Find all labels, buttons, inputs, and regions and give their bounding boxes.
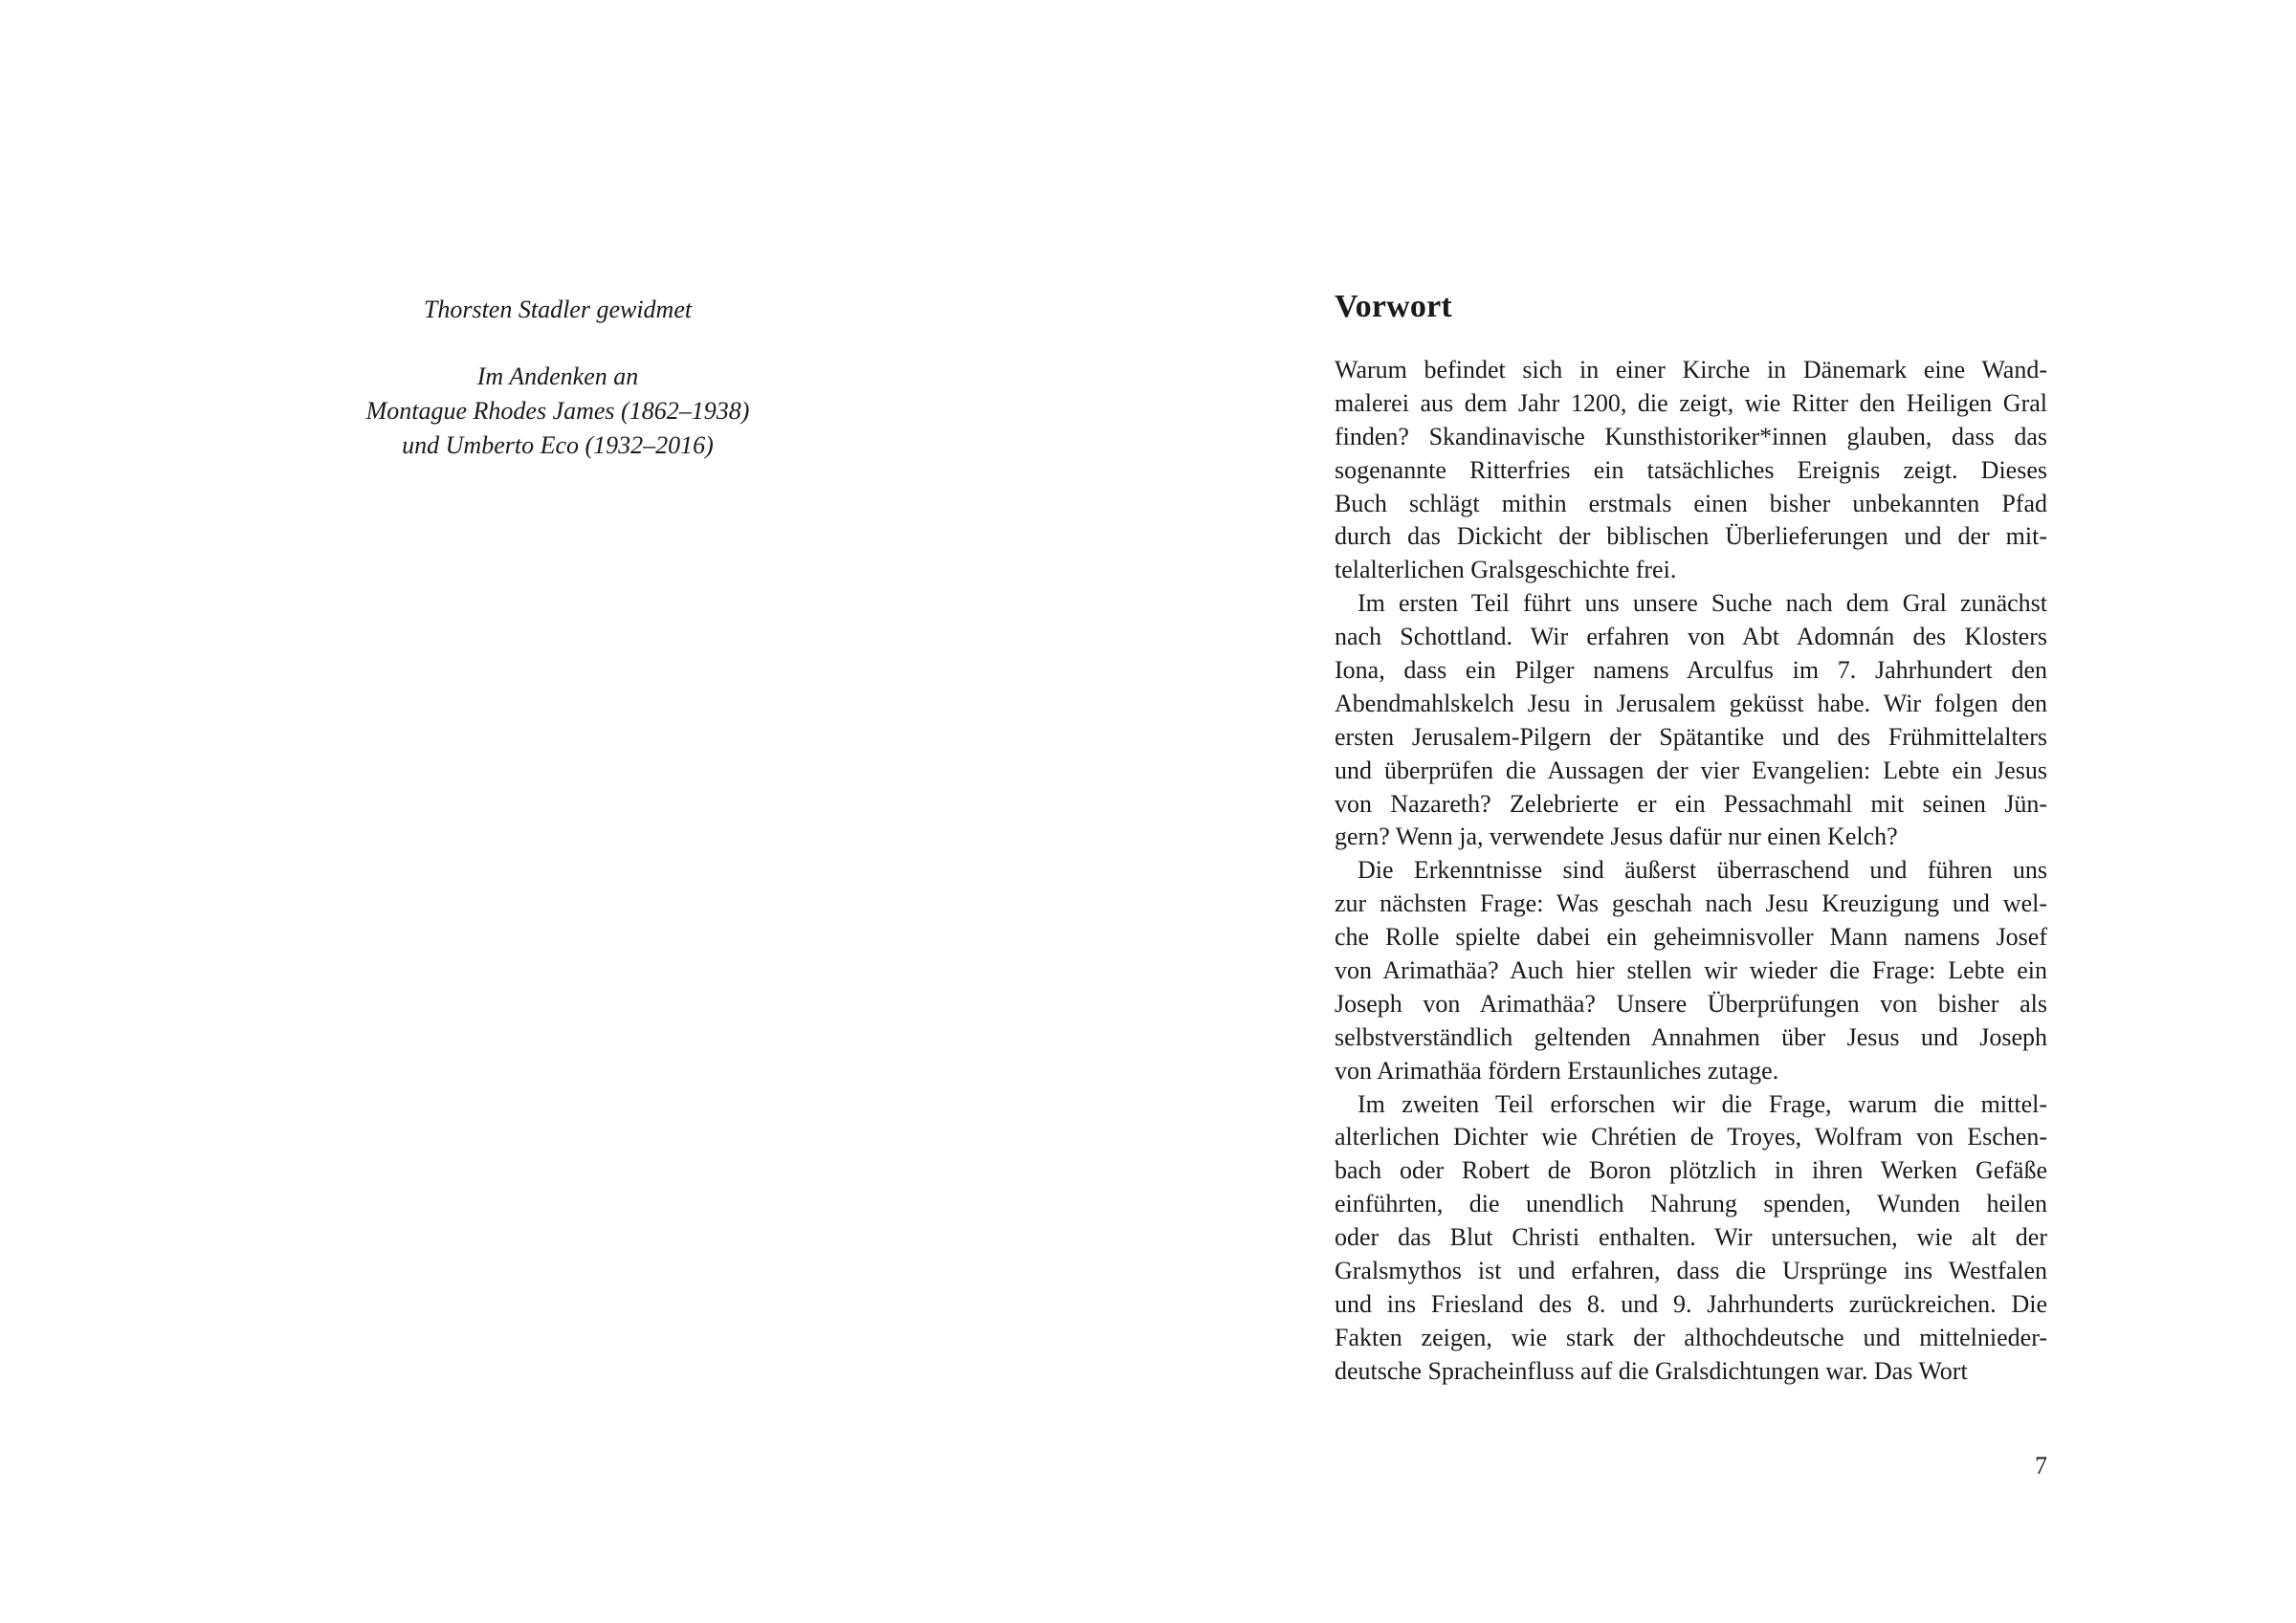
text-line: oder das Blut Christi enthalten. Wir untersuchen, wie alt der	[1335, 1223, 2047, 1252]
text-line: und ins Friesland des 8. und 9. Jahrhunderts zurückreichen. Die	[1335, 1289, 2047, 1318]
text-line: ersten Jerusalem-Pilgern der Spätantike und des Frühmittelalters	[1335, 722, 2047, 751]
text-line: zur nächsten Frage: Was geschah nach Jesu Kreuzigung und wel-	[1335, 889, 2047, 918]
paragraph	[1335, 354, 2047, 587]
text-line: Gralsmythos ist und erfahren, dass die Ursprünge ins Westfalen	[1335, 1257, 2047, 1285]
text-line: von Arimathäa? Auch hier stellen wir wieder die Frage: Lebte ein	[1335, 956, 2047, 985]
paragraph	[1335, 587, 2047, 854]
text-line: Fakten zeigen, wie stark der althochdeutsche und mittelnieder-	[1335, 1323, 2047, 1351]
page-number: 7	[2035, 1452, 2047, 1480]
text-line: nach Schottland. Wir erfahren von Abt Adomnán des Klosters	[1335, 623, 2047, 651]
text-line: gern? Wenn ja, verwendete Jesus dafür nur einen Kelch?	[1335, 822, 1898, 851]
dedication-line: Thorsten Stadler gewidmet	[423, 296, 693, 323]
memorial-line-1: Im Andenken an	[476, 362, 639, 390]
text-line: Joseph von Arimathäa? Unsere Überprüfungen von bisher als	[1335, 989, 2047, 1018]
dedication	[223, 293, 893, 463]
preface-paragraphs	[1335, 354, 2047, 1389]
text-line: selbstverständlich geltenden Annahmen über Jesus und Joseph	[1335, 1022, 2047, 1051]
right-page	[1148, 0, 2296, 1623]
paragraph	[1335, 1088, 2047, 1389]
text-line: von Arimathäa fördern Erstaunliches zutage.	[1335, 1056, 1779, 1085]
text-line: Iona, dass ein Pilger namens Arculfus im 7. Jahrhundert den	[1335, 656, 2047, 685]
memorial-line-3: und Umberto Eco (1932–2016)	[402, 431, 714, 459]
text-line: durch das Dickicht der biblischen Überlieferungen und der mit-	[1335, 522, 2047, 551]
text-line: Im zweiten Teil erforschen wir die Frage, warum die mittel-	[1358, 1089, 2047, 1118]
text-line: Die Erkenntnisse sind äußerst überraschend und führen uns	[1358, 856, 2047, 885]
text-line: Im ersten Teil führt uns unsere Suche nach dem Gral zunächst	[1358, 589, 2047, 618]
paragraph	[1335, 854, 2047, 1087]
dedication-gap	[223, 327, 893, 360]
text-line: Warum befindet sich in einer Kirche in Dänemark eine Wand-	[1335, 356, 2047, 384]
text-line: Buch schlägt mithin erstmals einen bisher unbekannten Pfad	[1335, 489, 2047, 517]
text-line: einführten, die unendlich Nahrung spenden, Wunden heilen	[1335, 1190, 2047, 1218]
text-line: finden? Skandinavische Kunsthistoriker*innen glauben, dass das	[1335, 422, 2047, 450]
text-line: und überprüfen die Aussagen der vier Evangelien: Lebte ein Jesus	[1335, 756, 2047, 784]
text-line: deutsche Spracheinfluss auf die Gralsdichtungen war. Das Wort	[1335, 1356, 1968, 1385]
preface-heading: Vorwort	[1335, 289, 1452, 324]
text-line: von Nazareth? Zelebrierte er ein Pessachmahl mit seinen Jün-	[1335, 789, 2047, 818]
memorial-line-2: Montague Rhodes James (1862–1938)	[365, 397, 750, 425]
text-line: malerei aus dem Jahr 1200, die zeigt, wie Ritter den Heiligen Gral	[1335, 388, 2047, 417]
text-line: Abendmahlskelch Jesu in Jerusalem geküsst habe. Wir folgen den	[1335, 689, 2047, 717]
text-line: telalterlichen Gralsgeschichte frei.	[1335, 556, 1677, 584]
text-line: alterlichen Dichter wie Chrétien de Troyes, Wolfram von Eschen-	[1335, 1123, 2047, 1151]
text-line: sogenannte Ritterfries ein tatsächliches Ereignis zeigt. Dieses	[1335, 455, 2047, 484]
text-line: che Rolle spielte dabei ein geheimnisvoller Mann namens Josef	[1335, 923, 2047, 952]
text-line: bach oder Robert de Boron plötzlich in ihren Werken Gefäße	[1335, 1156, 2047, 1185]
